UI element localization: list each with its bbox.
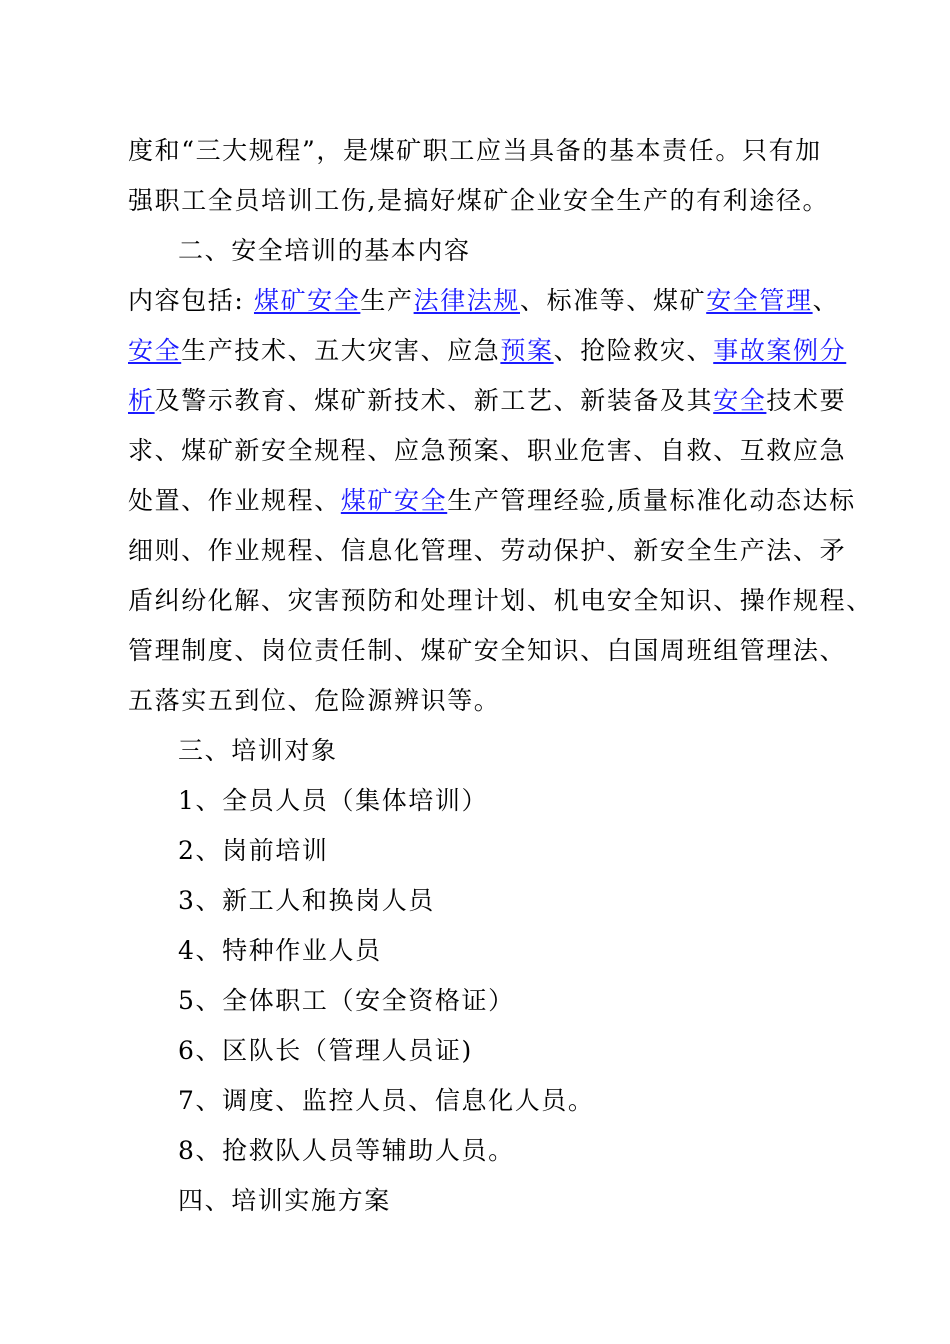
content-line-7: 盾纠纷化解、灾害预防和处理计划、机电安全知识、操作规程、	[128, 586, 873, 615]
intro-line-2: 强职工全员培训工伤,是搞好煤矿企业安全生产的有利途径。	[128, 186, 830, 215]
content-line-8: 管理制度、岗位责任制、煤矿安全知识、白国周班组管理法、	[128, 636, 847, 665]
link-accident-case-analysis[interactable]: 事故案例分	[713, 336, 847, 365]
link-safety-2[interactable]: 安全	[713, 386, 767, 415]
link-coal-mine-safety-2[interactable]: 煤矿安全	[340, 486, 448, 515]
content-text: 生产技术、五大灾害、应急	[181, 336, 501, 365]
content-line-9: 五落实五到位、危险源辨识等。	[128, 686, 501, 715]
list-item: 3、新工人和换岗人员	[178, 886, 435, 915]
link-safety[interactable]: 安全	[128, 336, 182, 365]
content-text: 处置、作业规程、	[128, 486, 341, 515]
content-text: 、	[812, 286, 840, 315]
content-line-4: 求、煤矿新安全规程、应急预案、职业危害、自救、互救应急	[128, 436, 847, 465]
content-text: 内容包括:	[128, 286, 254, 315]
list-item: 4、特种作业人员	[178, 936, 382, 965]
intro-line-1: 度和“三大规程”，是煤矿职工应当具备的基本责任。只有加	[128, 136, 822, 165]
list-item: 2、岗前培训	[178, 836, 329, 865]
list-item: 6、区队长（管理人员证)	[178, 1036, 473, 1065]
content-text: 生产	[360, 286, 414, 315]
content-line-3	[128, 384, 846, 418]
content-text: 技术要	[766, 386, 847, 415]
content-text: 及警示教育、煤矿新技术、新工艺、新装备及其	[154, 386, 714, 415]
section-heading-2: 二、安全培训的基本内容	[178, 236, 471, 265]
list-item: 5、全体职工（安全资格证）	[178, 986, 515, 1015]
link-laws-regulations[interactable]: 法律法规	[413, 286, 520, 315]
section-heading-3: 三、培训对象	[178, 736, 338, 765]
link-contingency-plan[interactable]: 预案	[500, 336, 554, 365]
content-text: 生产管理经验,质量标准化动态达标	[447, 486, 856, 515]
list-item: 1、全员人员（集体培训）	[178, 786, 489, 815]
section-heading-4: 四、培训实施方案	[178, 1186, 391, 1215]
content-text: 、抢险救灾、	[553, 336, 714, 365]
content-line-6: 细则、作业规程、信息化管理、劳动保护、新安全生产法、矛	[128, 536, 847, 565]
content-line-1	[128, 284, 839, 318]
list-item: 8、抢救队人员等辅助人员。	[178, 1136, 515, 1165]
link-coal-mine-safety[interactable]: 煤矿安全	[253, 286, 361, 315]
link-accident-case-analysis-cont[interactable]: 析	[128, 386, 155, 415]
content-text: 、标准等、煤矿	[520, 286, 707, 315]
link-safety-management[interactable]: 安全管理	[706, 286, 813, 315]
content-line-5	[128, 484, 856, 518]
content-line-2	[128, 334, 846, 368]
list-item: 7、调度、监控人员、信息化人员。	[178, 1086, 595, 1115]
